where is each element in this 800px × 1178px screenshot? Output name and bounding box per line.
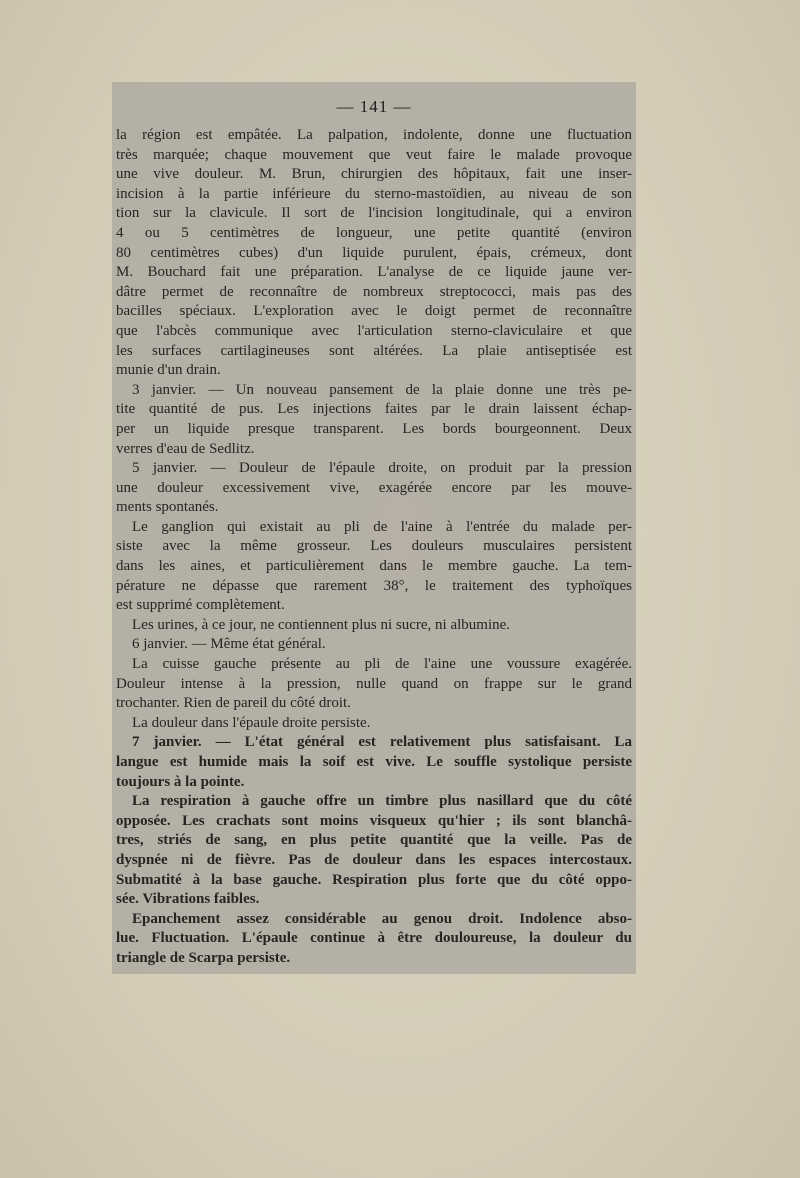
text-line: pérature ne dépasse que rarement 38°, le traitement des typhoïques [116, 577, 632, 594]
paragraph [116, 616, 632, 636]
text-line: munie d'un drain. [116, 362, 221, 379]
text-line: très marquée; chaque mouvement que veut faire le malade provoque [116, 146, 632, 163]
text-line: 7 janvier. — L'état général est relativement plus satisfaisant. La [132, 734, 632, 751]
text-line: 6 janvier. — Même état général. [132, 636, 326, 653]
text-line: ments spontanés. [116, 499, 219, 516]
text-line: Submatité à la base gauche. Respiration plus forte que du côté oppo- [116, 871, 632, 888]
text-line: une douleur excessivement vive, exagérée encore par les mouve- [116, 479, 632, 496]
text-line: dans les aines, et particulièrement dans le membre gauche. La tem- [116, 558, 632, 575]
text-line: trochanter. Rien de pareil du côté droit. [116, 695, 351, 712]
text-line: M. Bouchard fait une préparation. L'analyse de ce liquide jaune ver- [116, 264, 632, 281]
text-line: tite quantité de pus. Les injections faites par le drain laissent échap- [116, 401, 632, 418]
paragraph [116, 733, 632, 792]
text-line: les surfaces cartilagineuses sont altérées. La plaie antiseptisée est [116, 342, 632, 359]
text-line: lue. Fluctuation. L'épaule continue à être douloureuse, la douleur du [116, 930, 632, 947]
text-line: est supprimé complètement. [116, 597, 285, 614]
text-line: Les urines, à ce jour, ne contiennent plus ni sucre, ni albumine. [132, 616, 511, 633]
paragraph [116, 518, 632, 616]
paragraph [116, 792, 632, 910]
text-line: incision à la partie inférieure du sterno-mastoïdien, au niveau de son [116, 185, 632, 202]
text-line: tres, striés de sang, en plus petite quantité que la veille. Pas de [116, 832, 632, 849]
text-line: 80 centimètres cubes) d'un liquide purulent, épais, crémeux, dont [116, 244, 632, 261]
text-line: per un liquide presque transparent. Les bords bourgeonnent. Deux [116, 420, 632, 437]
paragraph [116, 655, 632, 714]
text-line: bacilles spéciaux. L'exploration avec le doigt permet de reconnaître [116, 303, 632, 320]
text-line: La cuisse gauche présente au pli de l'aine une voussure exagérée. [132, 656, 632, 673]
text-line: opposée. Les crachats sont moins visqueux qu'hier ; ils sont blanchâ- [116, 812, 632, 829]
text-line: dâtre permet de reconnaître de nombreux streptococci, mais pas des [116, 283, 632, 300]
text-line: Epanchement assez considérable au genou droit. Indolence abso- [132, 910, 632, 927]
paragraph [116, 714, 632, 734]
text-line: la région est empâtée. La palpation, indolente, donne une fluctuation [116, 127, 632, 143]
text-line: que l'abcès communique avec l'articulation sterno-claviculaire et que [116, 322, 632, 339]
text-line: dyspnée ni de fièvre. Pas de douleur dans les espaces intercostaux. [116, 851, 632, 868]
text-line: Douleur intense à la pression, nulle quand on frappe sur le grand [116, 675, 632, 692]
text-line: siste avec la même grosseur. Les douleurs musculaires persistent [116, 538, 632, 555]
text-column [116, 88, 632, 969]
text-line: La respiration à gauche offre un timbre plus nasillard que du côté [132, 793, 632, 810]
text-line: langue est humide mais la soif est vive. Le souffle systolique persiste [116, 754, 632, 770]
text-line: sée. Vibrations faibles. [116, 891, 260, 908]
text-line: Le ganglion qui existait au pli de l'aine à l'entrée du malade per- [132, 518, 632, 535]
paragraph [116, 381, 632, 459]
text-line: 3 janvier. — Un nouveau pansement de la plaie donne une très pe- [132, 381, 632, 398]
text-line: tion sur la clavicule. Il sort de l'incision longitudinale, qui a environ [116, 205, 632, 222]
paragraph [116, 126, 632, 381]
body-text [116, 126, 632, 969]
text-line: 4 ou 5 centimètres de longueur, une petite quantité (environ [116, 224, 632, 241]
page-number-header: — 141 — [336, 97, 412, 116]
paragraph [116, 635, 632, 655]
text-line: verres d'eau de Sedlitz. [116, 440, 255, 457]
paragraph [116, 910, 632, 969]
paragraph [116, 459, 632, 518]
text-line: une vive douleur. M. Brun, chirurgien des hôpitaux, fait une inser- [116, 166, 632, 183]
text-line: triangle de Scarpa persiste. [116, 949, 291, 966]
text-line: La douleur dans l'épaule droite persiste. [132, 714, 371, 731]
text-line: 5 janvier. — Douleur de l'épaule droite, on produit par la pression [132, 460, 632, 477]
text-line: toujours à la pointe. [116, 773, 245, 790]
